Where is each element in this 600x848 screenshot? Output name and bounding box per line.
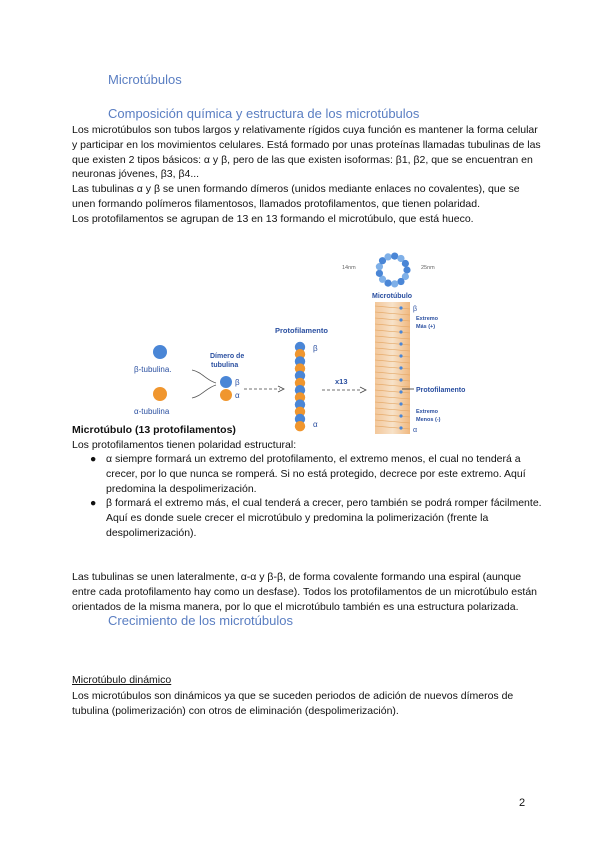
paragraph-groups: Los protofilamentos se agrupan de 13 en 13 formando el microtúbulo, que está hueco. <box>72 212 474 225</box>
protofilament-beta-symbol: β <box>313 344 318 353</box>
plus-end-label-2: Más (+) <box>416 324 436 330</box>
microtubule-figure <box>110 250 466 440</box>
microtubule-label: Microtúbulo <box>372 293 413 300</box>
cylinder-beta-dot <box>399 354 402 357</box>
intro-paragraphs <box>72 123 542 227</box>
alpha-tubulin-label: α-tubulina <box>134 407 170 416</box>
ring-subunit <box>376 270 383 277</box>
bullet-dot: ● <box>90 453 97 465</box>
dimer-arrowhead <box>278 386 284 392</box>
merge-arrow <box>192 370 216 398</box>
section-heading-composition: Composición química y estructura de los microtúbulos <box>108 106 420 121</box>
cylinder-beta-dot <box>399 330 402 333</box>
alpha-tubulin-sphere <box>153 387 167 401</box>
ring-subunit <box>403 266 410 273</box>
paragraph-lateral: Las tubulinas se unen lateralmente, α-α y β-β, de forma covalente formando una espiral (aunque entre cada protofilamento hay como un desfase). Todos los protofilamentos de un microtúbulo están orientados de la misma manera, por lo que el microtúbulo también es una estructura polarizada. <box>72 571 537 613</box>
minus-end-alpha-symbol: α <box>413 427 418 434</box>
protofilament-alpha-symbol: α <box>313 420 318 429</box>
microtubule-cross-section <box>376 253 411 288</box>
subheading-dynamic: Microtúbulo dinámico <box>72 674 172 686</box>
list-item-text: β formará el extremo más, el cual tenderá a crecer, pero también se podrá romper fácilmente. Aquí es donde suele crecer el microtúbulo y predomina la polimerización (frente la despolimerización). <box>106 497 542 539</box>
list-item <box>72 496 542 540</box>
protofilament-title: Protofilamento <box>275 326 328 335</box>
x13-label: x13 <box>335 377 348 386</box>
x13-arrowhead <box>360 387 366 393</box>
ring-subunit <box>397 278 404 285</box>
cylinder-beta-dot <box>399 306 402 309</box>
protofilament-arrow-label: Protofilamento <box>416 387 466 394</box>
bullet-dot: ● <box>90 497 97 510</box>
protofilament-alpha-sphere <box>295 421 305 431</box>
cylinder-beta-dot <box>399 390 402 393</box>
minus-end-label-2: Menos (-) <box>416 417 441 423</box>
paragraph-intro: Los microtúbulos son tubos largos y relativamente rígidos cuya función es mantener la forma celular y participar en los movimientos celulares. Está formado por unas proteínas llamadas tubulinas de las que existen 2 tipos básicos: α y β, pero de las que existen isoformas: β1, β2, que se encuentran en neuronas jóvenes, β3, β4... <box>72 124 541 181</box>
ring-subunit <box>391 253 398 260</box>
beta-tubulin-label: β-tubulina. <box>134 365 172 374</box>
inner-diameter-label: 14nm <box>342 265 356 271</box>
plus-end-beta-symbol: β <box>413 306 418 313</box>
figure-caption: Microtúbulo (13 protofilamentos) <box>72 424 236 436</box>
dimer-beta-symbol: β <box>235 378 240 387</box>
ring-subunit <box>391 280 398 287</box>
dimer-label-1: Dímero de <box>210 353 245 360</box>
cylinder-beta-dot <box>399 426 402 429</box>
paragraph-polarity: Los protofilamentos tienen polaridad estructural: <box>72 439 297 451</box>
cylinder-beta-dot <box>399 342 402 345</box>
plus-end-label-1: Extremo <box>416 316 439 322</box>
cylinder-beta-dot <box>399 414 402 417</box>
list-item-text: α siempre formará un extremo del protofilamento, el extremo menos, el cual no tenderá a crecer, por lo que nunca se romperá. Si no está protegido, decrece por este extremo. Aquí predomina la despolimerización. <box>106 453 526 495</box>
cylinder-beta-dot <box>399 366 402 369</box>
dimer-alpha-sphere <box>220 389 232 401</box>
cylinder-beta-dot <box>399 378 402 381</box>
cylinder-beta-dot <box>399 318 402 321</box>
dimer-beta-sphere <box>220 376 232 388</box>
cylinder-beta-dot <box>399 402 402 405</box>
polarity-list <box>72 452 542 541</box>
protofilament-stack <box>295 342 305 432</box>
list-item <box>72 452 542 496</box>
paragraph-dynamic: Los microtúbulos son dinámicos ya que se suceden periodos de adición de nuevos dímeros de tubulina (polimerización) con otros de eliminación (despolimerización). <box>72 690 514 717</box>
beta-tubulin-sphere <box>153 345 167 359</box>
dimer-alpha-symbol: α <box>235 391 240 400</box>
section-heading-growth: Crecimiento de los microtúbulos <box>108 613 293 628</box>
paragraph-dimers: Las tubulinas α y β se unen formando dímeros (unidos mediante enlaces no covalentes), que se unen formando polímeros filamentosos, llamados protofilamentos, que tienen polaridad. <box>72 183 520 210</box>
minus-end-label-1: Extremo <box>416 409 439 415</box>
dimer-label-2: tubulina <box>211 362 239 369</box>
ring-subunit <box>384 253 391 260</box>
outer-diameter-label: 25nm <box>421 265 435 271</box>
ring-subunit <box>402 260 409 267</box>
page-number: 2 <box>519 797 526 809</box>
figure-svg <box>110 250 466 440</box>
page-title: Microtúbulos <box>108 72 182 87</box>
